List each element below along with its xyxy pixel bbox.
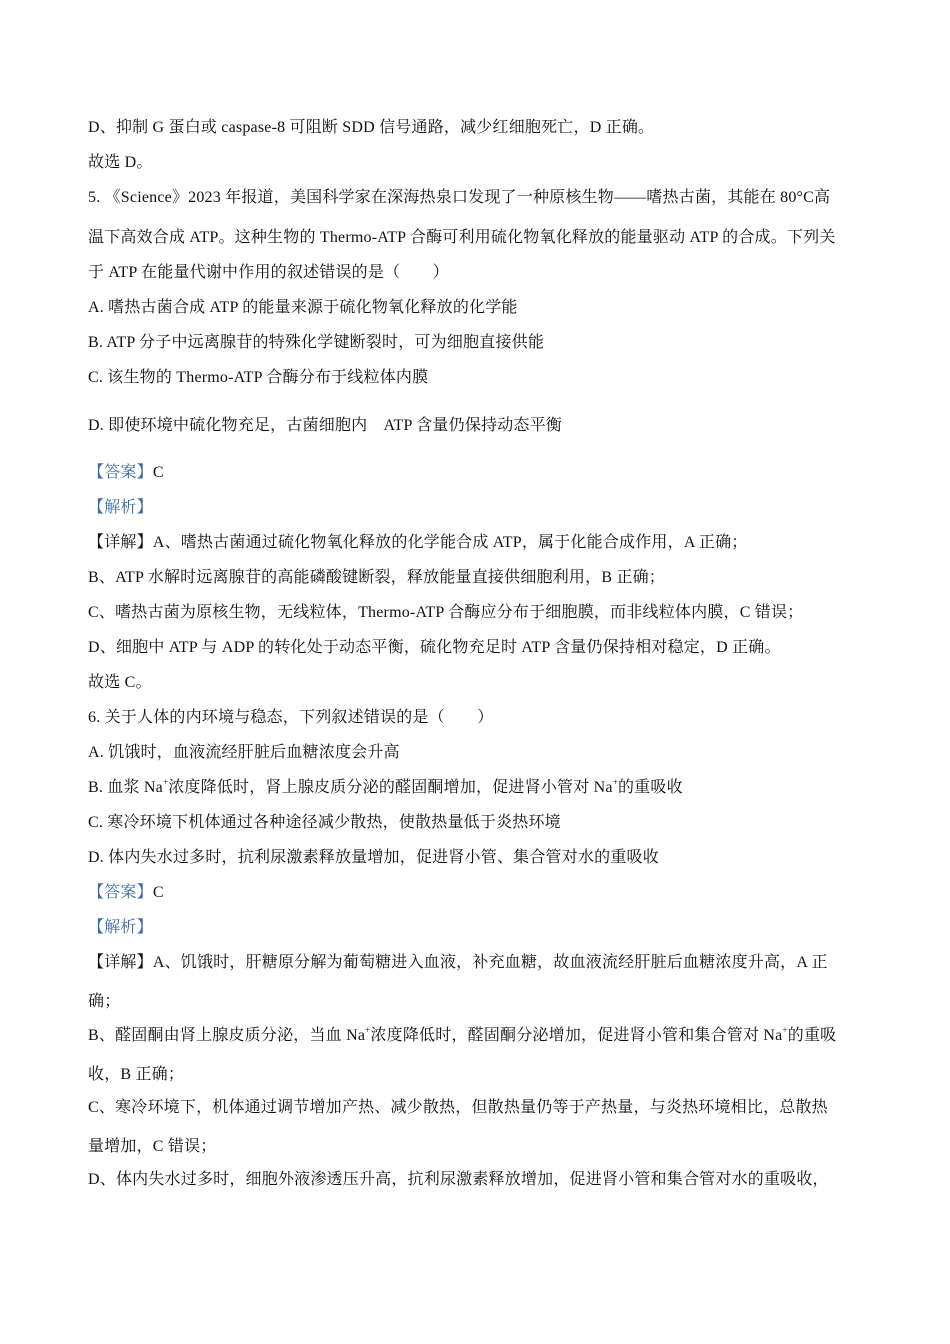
q6-option-c: C. 寒冷环境下机体通过各种途径减少散热，使散热量低于炎热环境 xyxy=(88,814,561,831)
q5-detail-b: B、ATP 水解时远离腺苷的高能磷酸键断裂，释放能量直接供细胞利用，B 正确； xyxy=(88,569,666,586)
q6-detail-c-line2: 量增加，C 错误； xyxy=(88,1138,217,1155)
q6-detail-b-line1: B、醛固酮由肾上腺皮质分泌，当血 Na+浓度降低时，醛固酮分泌增加，促进肾小管和集合管对 Na+的重吸 xyxy=(88,1025,837,1044)
answer-label: 【答案】 xyxy=(88,464,153,481)
q6-stem: 6. 关于人体的内环境与稳态，下列叙述错误的是（ ） xyxy=(88,709,494,726)
q5-option-a: A. 嗜热古菌合成 ATP 的能量来源于硫化物氧化释放的化学能 xyxy=(88,299,518,316)
q6-option-a: A. 饥饿时，血液流经肝脏后血糖浓度会升高 xyxy=(88,744,400,761)
q5-detail-a: 【详解】A、嗜热古菌通过硫化物氧化释放的化学能合成 ATP，属于化能合成作用，A 正确； xyxy=(88,534,748,551)
q5-option-d: D. 即使环境中硫化物充足，古菌细胞内 ATP 含量仍保持动态平衡 xyxy=(88,417,563,434)
q6-detail-b-line2: 收，B 正确； xyxy=(88,1066,185,1083)
detail-label: 【详解】 xyxy=(88,534,153,551)
q6-option-b: B. 血浆 Na+浓度降低时，肾上腺皮质分泌的醛固酮增加，促进肾小管对 Na+的重吸收 xyxy=(88,777,683,796)
q5-option-c: C. 该生物的 Thermo-ATP 合酶分布于线粒体内膜 xyxy=(88,369,429,386)
detail-label: 【详解】 xyxy=(88,954,153,971)
prev-choose: 故选 D。 xyxy=(88,154,153,171)
q6-answer xyxy=(88,883,164,903)
q6-detail-d-line1: D、体内失水过多时，细胞外液渗透压升高，抗利尿激素释放增加，促进肾小管和集合管对水的重吸收， xyxy=(88,1171,829,1188)
q6-analysis-label: 【解析】 xyxy=(88,919,153,936)
q6-option-d: D. 体内失水过多时，抗利尿激素释放量增加，促进肾小管、集合管对水的重吸收 xyxy=(88,849,659,866)
q5-answer xyxy=(88,463,164,483)
answer-label: 【答案】 xyxy=(88,884,153,901)
q6-detail-a-line2: 确； xyxy=(88,993,121,1010)
q5-detail-d: D、细胞中 ATP 与 ADP 的转化处于动态平衡，硫化物充足时 ATP 含量仍保持相对稳定，D 正确。 xyxy=(88,639,781,656)
q5-choose: 故选 C。 xyxy=(88,674,152,691)
q5-stem-line3: 于 ATP 在能量代谢中作用的叙述错误的是（ ） xyxy=(88,264,449,281)
q5-option-b: B. ATP 分子中远离腺苷的特殊化学键断裂时，可为细胞直接供能 xyxy=(88,334,545,351)
answer-value: C xyxy=(152,884,164,901)
q6-detail-c-line1: C、寒冷环境下，机体通过调节增加产热、减少散热，但散热量仍等于产热量，与炎热环境相比，总散热 xyxy=(88,1099,828,1116)
q5-analysis-label: 【解析】 xyxy=(88,499,153,516)
q5-stem-line2: 温下高效合成 ATP。这种生物的 Thermo-ATP 合酶可利用硫化物氧化释放的能量驱动 ATP 的合成。下列关 xyxy=(88,229,836,246)
q5-detail-c: C、嗜热古菌为原核生物，无线粒体，Thermo-ATP 合酶应分布于细胞膜，而非线粒体内膜，C 错误； xyxy=(88,604,804,621)
prev-detail-d: D、抑制 G 蛋白或 caspase-8 可阻断 SDD 信号通路，减少红细胞死亡，D 正确。 xyxy=(88,119,655,136)
q6-detail-a-line1: 【详解】A、饥饿时，肝糖原分解为葡萄糖进入血液，补充血糖，故血液流经肝脏后血糖浓度升高，A 正 xyxy=(88,954,828,971)
answer-value: C xyxy=(152,464,164,481)
q5-stem-line1: 5. 《Science》2023 年报道，美国科学家在深海热泉口发现了一种原核生物——嗜热古菌，其能在 80°C高 xyxy=(88,189,831,206)
